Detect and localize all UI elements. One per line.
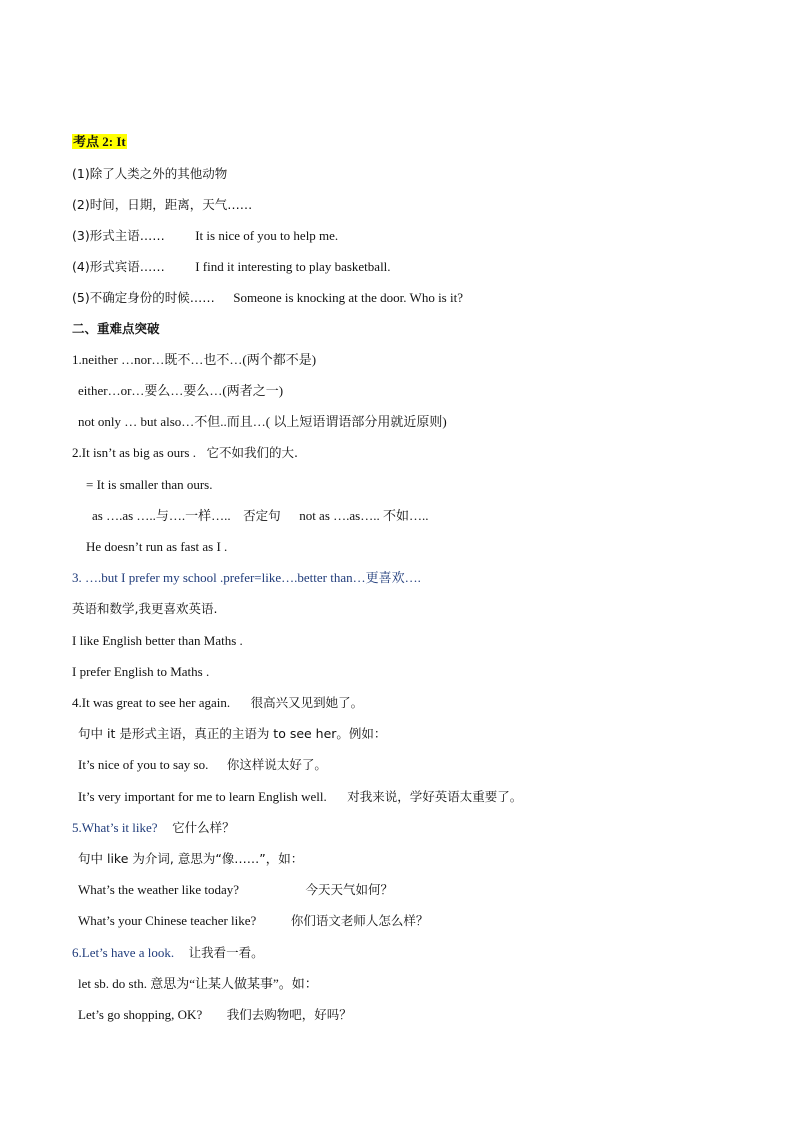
point5-example-1: What’s the weather like today?	[78, 882, 239, 897]
point5-line-b: 句中 like 为介词, 意思为“像……”，如：	[78, 851, 304, 866]
point2-negative: 否定句	[243, 508, 281, 523]
point4-example-2-cn: 对我来说，学好英语太重要了。	[347, 789, 523, 804]
point5-example-2-cn: 你们语文老师人怎么样？	[290, 913, 429, 928]
point5-sentence: 5.What’s it like?	[72, 820, 158, 835]
point2-translation: 它不如我们的大.	[206, 445, 298, 460]
point5-example-2: What’s your Chinese teacher like?	[78, 913, 257, 928]
point4-example-2: It’s very important for me to learn English well.	[78, 789, 327, 804]
point4-example-1: It’s nice of you to say so.	[78, 757, 209, 772]
it-rule-3	[72, 227, 338, 245]
point2-sentence: 2.It isn’t as big as ours .	[72, 445, 196, 460]
it-rule-4-example: I find it interesting to play basketball.	[195, 259, 391, 274]
point4-line-b: 句中 it 是形式主语，真正的主语为 to see her。例如：	[78, 726, 387, 741]
point6-line-a	[72, 944, 264, 962]
point1-line-b: either…or…要么…要么…(两者之一)	[78, 383, 284, 398]
it-rule-5-label: (5)不确定身份的时候……	[72, 290, 215, 305]
point2-as-as: as ….as …..与….一样…..	[92, 508, 231, 523]
point5-line-a	[72, 819, 235, 837]
it-rule-5	[72, 289, 463, 307]
point2-line-b: = It is smaller than ours.	[86, 477, 213, 492]
point6-line-b: let sb. do sth. 意思为“让某人做某事”。如：	[78, 976, 318, 991]
it-rule-4	[72, 258, 391, 276]
it-rule-3-example: It is nice of you to help me.	[195, 228, 339, 243]
it-rule-1: (1)除了人类之外的其他动物	[72, 166, 228, 181]
point6-example: Let’s go shopping, OK?	[78, 1007, 203, 1022]
point5-line-c	[78, 881, 393, 899]
point2-line-c	[92, 507, 428, 525]
point2-line-d: He doesn’t run as fast as I .	[86, 539, 228, 554]
point3-line-b: 英语和数学,我更喜欢英语.	[72, 601, 218, 616]
point4-line-d	[78, 788, 522, 806]
point4-line-c	[78, 756, 327, 774]
point6-line-c	[78, 1006, 352, 1024]
point2-line-a	[72, 444, 298, 462]
point5-translation: 它什么样？	[172, 820, 235, 835]
point1-line-c: not only … but also…不但..而且…( 以上短语谓语部分用就近原则)	[78, 414, 447, 429]
point6-translation: 让我看一看。	[188, 945, 264, 960]
point4-sentence: 4.It was great to see her again.	[72, 695, 231, 710]
point2-not-as: not as ….as….. 不如…..	[299, 508, 429, 523]
point6-example-cn: 我们去购物吧，好吗？	[226, 1007, 352, 1022]
kaodian-heading-line	[72, 133, 127, 151]
point1-line-a: 1.neither …nor…既不…也不…(两个都不是)	[72, 352, 317, 367]
point6-sentence: 6.Let’s have a look.	[72, 945, 175, 960]
it-rule-2: (2)时间，日期，距离，天气……	[72, 197, 253, 212]
point3-line-a: 3. ….but I prefer my school .prefer=like….better than…更喜欢….	[72, 570, 421, 585]
point3-line-c: I like English better than Maths .	[72, 633, 243, 648]
it-rule-5-example: Someone is knocking at the door. Who is it?	[233, 290, 463, 305]
it-rule-3-label: (3)形式主语……	[72, 228, 165, 243]
point4-translation: 很高兴又见到她了。	[250, 695, 364, 710]
point4-line-a	[72, 694, 363, 712]
point4-example-1-cn: 你这样说太好了。	[226, 757, 327, 772]
point3-line-d: I prefer English to Maths .	[72, 664, 210, 679]
kaodian-heading: 考点 2: It	[73, 134, 126, 149]
it-rule-4-label: (4)形式宾语……	[72, 259, 165, 274]
point5-example-1-cn: 今天天气如何？	[305, 882, 394, 897]
section2-heading: 二、重难点突破	[72, 321, 160, 336]
point5-line-d	[78, 912, 428, 930]
